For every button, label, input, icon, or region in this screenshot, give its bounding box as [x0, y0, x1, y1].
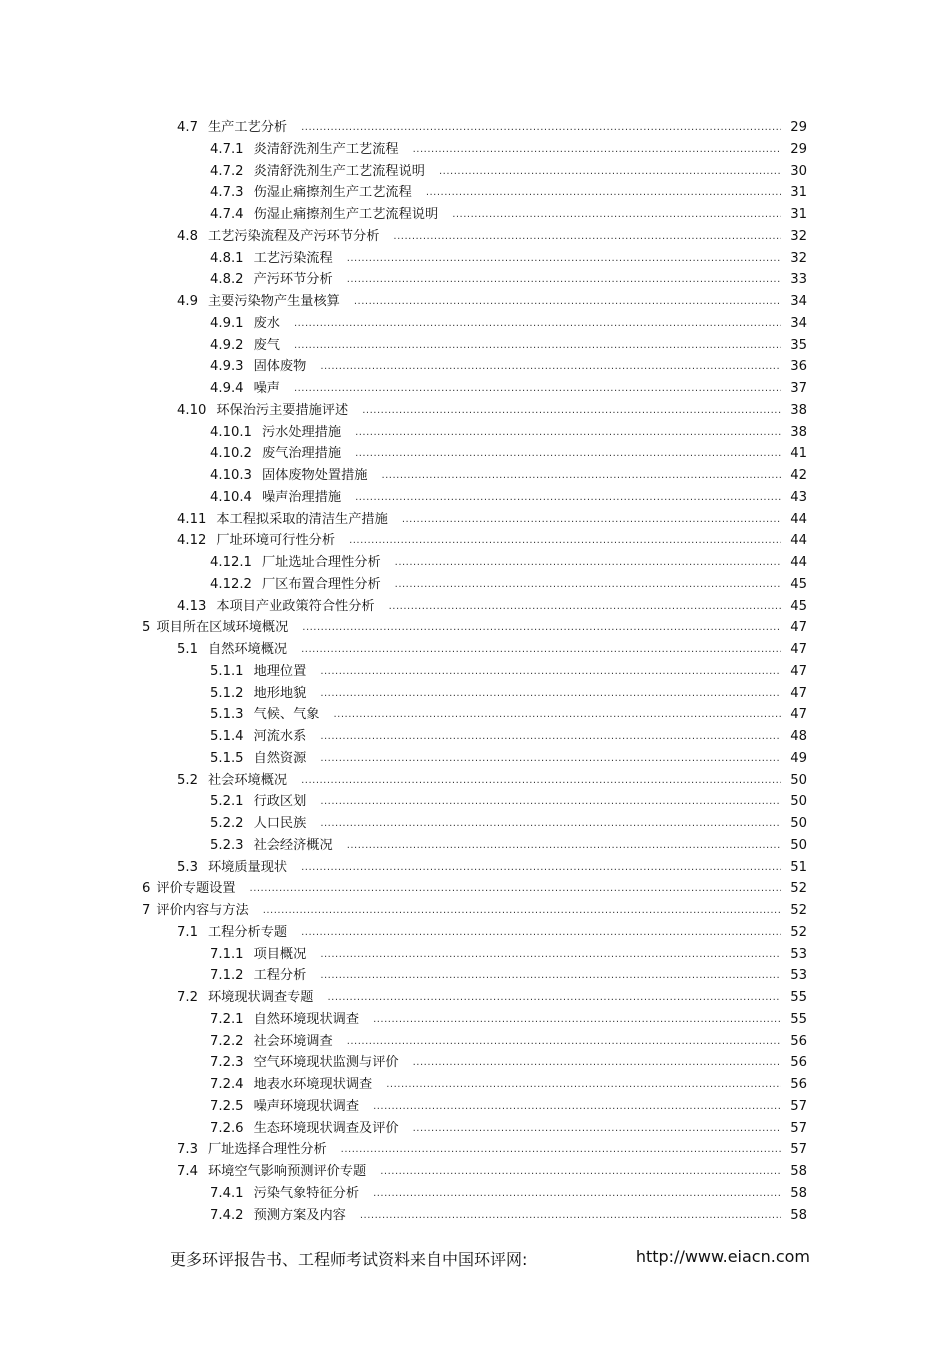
toc-entry-title: 地理位置 — [253, 663, 307, 679]
toc-entry-title: 伤湿止痛擦剂生产工艺流程 — [253, 185, 412, 201]
toc-entry-title: 生态环境现状调查及评价 — [253, 1120, 399, 1136]
toc-entry-title: 主要污染物产生量核算 — [207, 294, 340, 309]
toc-entry-title: 地形地貌 — [253, 685, 307, 701]
toc-entry-number: 7.1.1 — [210, 946, 244, 962]
toc-entry-title: 厂址环境可行性分析 — [216, 533, 336, 549]
toc-entry-number: 6 — [142, 881, 151, 897]
toc-leader-dots — [349, 530, 781, 552]
toc-entry[interactable] — [0, 878, 950, 900]
toc-entry-number: 4.9.1 — [210, 315, 244, 331]
toc-entry-number: 4.9.3 — [210, 359, 244, 375]
toc-entry[interactable] — [0, 1183, 950, 1205]
toc-entry-title: 厂址选择合理性分析 — [207, 1142, 327, 1158]
toc-leader-dots — [320, 965, 781, 987]
toc-entry-number: 5.1.5 — [210, 750, 244, 766]
toc-entry-title: 固体废物处置措施 — [261, 468, 368, 483]
toc-leader-dots — [320, 813, 781, 835]
toc-leader-dots — [263, 900, 781, 922]
toc-entry-title: 自然环境概况 — [207, 642, 288, 657]
toc-entry[interactable] — [0, 987, 950, 1009]
toc-entry-title: 环境空气影响预测评价专题 — [207, 1164, 367, 1179]
toc-entry-page: 50 — [790, 772, 807, 788]
toc-leader-dots — [294, 378, 781, 400]
toc-entry-page: 32 — [790, 228, 807, 244]
toc-leader-dots — [355, 487, 781, 509]
toc-leader-dots — [354, 291, 781, 313]
toc-entry-page: 50 — [790, 794, 807, 810]
toc-entry-page: 56 — [790, 1077, 807, 1092]
toc-entry-title: 社会环境概况 — [207, 772, 288, 788]
toc-leader-dots — [347, 1031, 781, 1053]
toc-entry[interactable] — [0, 269, 950, 291]
toc-entry-title: 工艺污染流程及产污环节分析 — [207, 228, 380, 244]
toc-entry-number: 5.1.1 — [210, 663, 244, 679]
toc-leader-dots — [426, 182, 781, 204]
toc-entry-number: 7.4 — [177, 1164, 198, 1179]
toc-entry-page: 52 — [790, 924, 807, 940]
toc-leader-dots — [320, 683, 781, 705]
toc-entry[interactable] — [0, 1031, 950, 1053]
toc-entry-title: 伤湿止痛擦剂生产工艺流程说明 — [253, 207, 439, 222]
toc-entry-title: 自然资源 — [253, 750, 307, 766]
toc-entry-number: 4.12.2 — [210, 576, 252, 592]
toc-entry-page: 44 — [790, 533, 807, 549]
toc-entry-page: 32 — [790, 250, 807, 266]
toc-entry-title: 预测方案及内容 — [253, 1207, 346, 1223]
toc-entry-number: 7.2.2 — [210, 1033, 244, 1049]
toc-entry[interactable] — [0, 1161, 950, 1183]
toc-leader-dots — [302, 617, 781, 639]
toc-leader-dots — [341, 1139, 781, 1161]
toc-entry-page: 50 — [790, 837, 807, 853]
toc-entry-number: 7.4.2 — [210, 1207, 244, 1223]
toc-entry-page: 55 — [790, 990, 807, 1005]
toc-entry-page: 47 — [790, 685, 807, 701]
toc-entry-title: 环境现状调查专题 — [207, 990, 314, 1005]
toc-entry-title: 地表水环境现状调查 — [253, 1077, 373, 1092]
toc-entry-number: 4.12.1 — [210, 555, 252, 570]
toc-entry[interactable] — [0, 596, 950, 618]
toc-entry-title: 废水 — [253, 315, 280, 331]
toc-leader-dots — [439, 161, 781, 183]
toc-entry[interactable] — [0, 443, 950, 465]
toc-leader-dots — [294, 313, 781, 335]
toc-entry[interactable] — [0, 356, 950, 378]
toc-entry-page: 35 — [790, 337, 807, 353]
toc-entry-number: 4.8 — [177, 228, 198, 244]
toc-entry-page: 58 — [790, 1185, 807, 1201]
toc-entry[interactable] — [0, 465, 950, 487]
toc-leader-dots — [360, 1205, 781, 1227]
toc-entry-title: 噪声环境现状调查 — [253, 1098, 360, 1114]
toc-entry-page: 44 — [790, 511, 807, 527]
toc-entry-page: 43 — [790, 489, 807, 505]
table-of-contents — [0, 117, 950, 1226]
toc-entry-page: 36 — [790, 359, 807, 375]
toc-entry-title: 废气 — [253, 337, 280, 353]
toc-entry[interactable] — [0, 422, 950, 444]
toc-entry-number: 4.13 — [177, 598, 207, 614]
toc-entry[interactable] — [0, 161, 950, 183]
toc-leader-dots — [395, 574, 781, 596]
toc-entry-title: 行政区划 — [253, 794, 307, 810]
toc-entry-number: 7.1 — [177, 924, 198, 940]
toc-entry-page: 44 — [790, 555, 807, 570]
toc-entry-title: 固体废物 — [253, 359, 307, 375]
toc-entry-page: 33 — [790, 272, 807, 288]
toc-entry[interactable] — [0, 944, 950, 966]
toc-leader-dots — [347, 248, 781, 270]
toc-entry[interactable] — [0, 313, 950, 335]
toc-leader-dots — [301, 639, 781, 661]
toc-entry[interactable] — [0, 117, 950, 139]
toc-entry-title: 气候、气象 — [253, 707, 320, 723]
toc-entry-page: 50 — [790, 816, 807, 831]
toc-leader-dots — [413, 139, 781, 161]
toc-leader-dots — [320, 944, 781, 966]
toc-entry-title: 人口民族 — [253, 816, 307, 831]
toc-entry-title: 污染气象特征分析 — [253, 1185, 360, 1201]
toc-entry-number: 4.9 — [177, 294, 198, 309]
toc-entry-title: 工程分析 — [253, 968, 307, 984]
toc-entry-number: 7.4.1 — [210, 1185, 244, 1201]
toc-leader-dots — [250, 878, 781, 900]
toc-entry[interactable] — [0, 226, 950, 248]
toc-entry-title: 产污环节分析 — [253, 272, 333, 288]
toc-entry-number: 5.2 — [177, 772, 198, 788]
toc-leader-dots — [355, 443, 781, 465]
toc-entry-number: 7.1.2 — [210, 968, 244, 984]
toc-entry-title: 评价专题设置 — [156, 881, 236, 897]
toc-leader-dots — [381, 465, 781, 487]
toc-leader-dots — [334, 704, 782, 726]
toc-entry[interactable] — [0, 726, 950, 748]
toc-entry[interactable] — [0, 552, 950, 574]
toc-entry-page: 57 — [790, 1098, 807, 1114]
toc-entry-page: 55 — [790, 1011, 807, 1027]
footer-text: 更多环评报告书、工程师考试资料来自中国环评网: — [170, 1250, 528, 1269]
toc-entry-number: 4.10.3 — [210, 468, 252, 483]
toc-entry-page: 52 — [790, 903, 807, 918]
toc-entry-page: 42 — [790, 468, 807, 483]
toc-entry-page: 38 — [790, 402, 807, 418]
toc-entry[interactable] — [0, 1052, 950, 1074]
toc-entry-number: 5.2.1 — [210, 794, 244, 810]
toc-entry[interactable] — [0, 1009, 950, 1031]
toc-entry-page: 57 — [790, 1142, 807, 1158]
toc-entry[interactable] — [0, 748, 950, 770]
toc-entry-title: 噪声治理措施 — [261, 489, 342, 505]
toc-entry-title: 本工程拟采取的清洁生产措施 — [216, 511, 388, 527]
toc-entry-number: 5.1.3 — [210, 707, 244, 723]
toc-leader-dots — [347, 835, 781, 857]
toc-entry-number: 4.12 — [177, 533, 207, 549]
toc-entry-title: 社会环境调查 — [253, 1033, 333, 1049]
toc-entry-title: 项目所在区域环境概况 — [156, 620, 289, 636]
toc-entry[interactable] — [0, 335, 950, 357]
toc-leader-dots — [373, 1183, 781, 1205]
toc-entry[interactable] — [0, 704, 950, 726]
toc-entry-title: 空气环境现状监测与评价 — [253, 1055, 399, 1071]
toc-entry-page: 47 — [790, 663, 807, 679]
toc-entry-title: 工程分析专题 — [207, 924, 288, 940]
toc-entry-title: 本项目产业政策符合性分析 — [216, 598, 375, 614]
toc-leader-dots — [301, 117, 781, 139]
toc-leader-dots — [373, 1009, 781, 1031]
toc-entry-page: 34 — [790, 294, 807, 309]
toc-entry[interactable] — [0, 900, 950, 922]
toc-entry-title: 工艺污染流程 — [253, 250, 333, 266]
toc-entry-page: 29 — [790, 141, 807, 157]
toc-entry-page: 41 — [790, 446, 807, 462]
toc-entry[interactable] — [0, 378, 950, 400]
toc-entry-title: 噪声 — [253, 381, 280, 396]
toc-entry-number: 4.8.2 — [210, 272, 244, 288]
toc-entry[interactable] — [0, 487, 950, 509]
toc-entry-number: 5.1.2 — [210, 685, 244, 701]
toc-entry-number: 5 — [142, 620, 151, 636]
toc-entry-number: 4.10.1 — [210, 424, 252, 440]
toc-entry[interactable] — [0, 400, 950, 422]
toc-leader-dots — [320, 748, 781, 770]
toc-entry-page: 47 — [790, 620, 807, 636]
toc-entry-page: 31 — [790, 185, 807, 201]
toc-entry-number: 4.10 — [177, 402, 207, 418]
toc-entry-page: 34 — [790, 315, 807, 331]
toc-entry-title: 废气治理措施 — [261, 446, 342, 462]
toc-entry[interactable] — [0, 182, 950, 204]
toc-entry-page: 53 — [790, 946, 807, 962]
toc-entry-number: 4.9.2 — [210, 337, 244, 353]
toc-entry-page: 58 — [790, 1164, 807, 1179]
toc-leader-dots — [301, 857, 781, 879]
toc-leader-dots — [386, 1074, 781, 1096]
toc-entry-number: 7.2 — [177, 990, 198, 1005]
toc-leader-dots — [452, 204, 781, 226]
toc-entry[interactable] — [0, 1096, 950, 1118]
toc-leader-dots — [402, 509, 781, 531]
footer-url-link[interactable]: http://www.eiacn.com — [635, 1247, 810, 1266]
toc-leader-dots — [320, 661, 781, 683]
toc-entry-number: 7 — [142, 903, 151, 918]
toc-entry[interactable] — [0, 770, 950, 792]
toc-entry-page: 56 — [790, 1033, 807, 1049]
toc-leader-dots — [413, 1118, 781, 1140]
toc-entry-page: 52 — [790, 881, 807, 897]
toc-leader-dots — [355, 422, 781, 444]
toc-entry-page: 58 — [790, 1207, 807, 1223]
toc-entry[interactable] — [0, 1139, 950, 1161]
toc-leader-dots — [380, 1161, 781, 1183]
toc-leader-dots — [327, 987, 781, 1009]
toc-entry-title: 炎清舒洗剂生产工艺流程说明 — [253, 163, 425, 179]
toc-entry[interactable] — [0, 813, 950, 835]
toc-leader-dots — [362, 400, 781, 422]
toc-entry-number: 4.7 — [177, 120, 198, 135]
toc-entry-title: 项目概况 — [253, 946, 307, 962]
toc-entry-page: 37 — [790, 381, 807, 396]
toc-entry-title: 炎清舒洗剂生产工艺流程 — [253, 141, 399, 157]
toc-entry-number: 5.1 — [177, 642, 198, 657]
toc-leader-dots — [413, 1052, 781, 1074]
toc-entry-number: 4.7.3 — [210, 185, 244, 201]
toc-leader-dots — [320, 356, 781, 378]
toc-entry-title: 环保治污主要措施评述 — [216, 402, 349, 418]
toc-leader-dots — [320, 791, 781, 813]
toc-entry-number: 4.7.4 — [210, 207, 244, 222]
toc-entry-page: 29 — [790, 120, 807, 135]
toc-entry-number: 4.11 — [177, 511, 207, 527]
toc-entry[interactable] — [0, 617, 950, 639]
footer — [170, 1247, 810, 1270]
toc-leader-dots — [301, 770, 781, 792]
toc-entry-number: 5.3 — [177, 859, 198, 875]
toc-entry[interactable] — [0, 1205, 950, 1227]
toc-entry-title: 污水处理措施 — [261, 424, 342, 440]
toc-entry-number: 4.7.2 — [210, 163, 244, 179]
toc-entry[interactable] — [0, 509, 950, 531]
toc-leader-dots — [393, 226, 781, 248]
toc-entry-page: 56 — [790, 1055, 807, 1071]
toc-entry-page: 45 — [790, 598, 807, 614]
toc-entry[interactable] — [0, 857, 950, 879]
toc-entry-number: 5.1.4 — [210, 729, 244, 744]
toc-entry-title: 厂区布置合理性分析 — [261, 576, 381, 592]
toc-entry[interactable] — [0, 1074, 950, 1096]
toc-entry-page: 53 — [790, 968, 807, 984]
toc-entry[interactable] — [0, 639, 950, 661]
toc-entry-title: 社会经济概况 — [253, 837, 333, 853]
toc-entry-page: 47 — [790, 707, 807, 723]
toc-entry[interactable] — [0, 683, 950, 705]
toc-entry-title: 自然环境现状调查 — [253, 1011, 360, 1027]
toc-entry-number: 7.2.6 — [210, 1120, 244, 1136]
toc-leader-dots — [320, 726, 781, 748]
toc-entry-number: 7.2.4 — [210, 1077, 244, 1092]
toc-leader-dots — [395, 552, 781, 574]
toc-entry-page: 51 — [790, 859, 807, 875]
toc-entry[interactable] — [0, 530, 950, 552]
toc-entry-page: 47 — [790, 642, 807, 657]
toc-entry[interactable] — [0, 204, 950, 226]
toc-entry-page: 30 — [790, 163, 807, 179]
toc-entry[interactable] — [0, 574, 950, 596]
toc-entry-page: 49 — [790, 750, 807, 766]
toc-entry-title: 河流水系 — [253, 729, 307, 744]
toc-entry[interactable] — [0, 965, 950, 987]
toc-entry-number: 5.2.2 — [210, 816, 244, 831]
toc-entry-number: 4.9.4 — [210, 381, 244, 396]
toc-entry-title: 评价内容与方法 — [156, 903, 249, 918]
toc-entry[interactable] — [0, 1118, 950, 1140]
toc-leader-dots — [373, 1096, 781, 1118]
toc-entry-page: 48 — [790, 729, 807, 744]
toc-entry-number: 7.2.5 — [210, 1098, 244, 1114]
toc-entry[interactable] — [0, 922, 950, 944]
toc-entry[interactable] — [0, 661, 950, 683]
toc-entry-page: 31 — [790, 207, 807, 222]
toc-entry-page: 57 — [790, 1120, 807, 1136]
toc-leader-dots — [347, 269, 781, 291]
toc-entry-title: 厂址选址合理性分析 — [261, 555, 381, 570]
toc-entry[interactable] — [0, 791, 950, 813]
toc-entry-title: 环境质量现状 — [207, 859, 288, 875]
toc-entry-number: 5.2.3 — [210, 837, 244, 853]
toc-entry-title: 生产工艺分析 — [207, 120, 288, 135]
toc-leader-dots — [389, 596, 781, 618]
toc-entry-number: 4.10.4 — [210, 489, 252, 505]
toc-entry-page: 45 — [790, 576, 807, 592]
toc-entry-number: 7.3 — [177, 1142, 198, 1158]
toc-entry-number: 4.8.1 — [210, 250, 244, 266]
toc-entry-number: 4.7.1 — [210, 141, 244, 157]
toc-leader-dots — [301, 922, 781, 944]
toc-entry[interactable] — [0, 248, 950, 270]
toc-entry-number: 4.10.2 — [210, 446, 252, 462]
toc-entry[interactable] — [0, 835, 950, 857]
toc-leader-dots — [294, 335, 781, 357]
toc-entry-number: 7.2.3 — [210, 1055, 244, 1071]
toc-entry[interactable] — [0, 139, 950, 161]
toc-entry-number: 7.2.1 — [210, 1011, 244, 1027]
toc-entry-page: 38 — [790, 424, 807, 440]
toc-entry[interactable] — [0, 291, 950, 313]
